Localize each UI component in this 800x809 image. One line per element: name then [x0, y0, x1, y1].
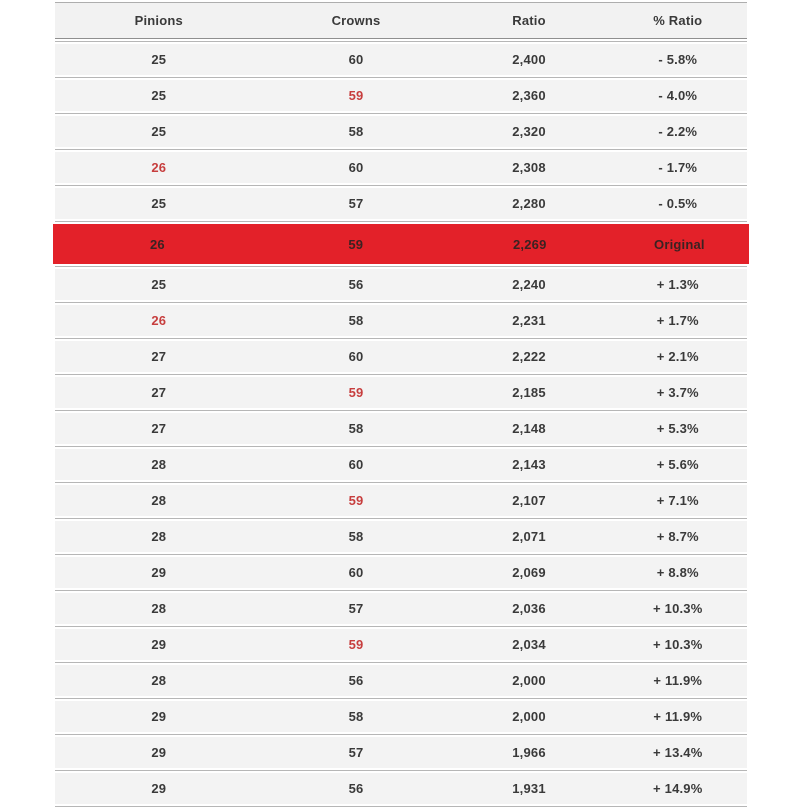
cell-ratio: 2,036	[512, 601, 546, 616]
table-row	[55, 773, 747, 804]
cell-pct-ratio: + 5.6%	[656, 457, 699, 472]
cell-crowns: 60	[348, 565, 364, 580]
cell-ratio: 1,931	[512, 781, 546, 796]
table-row	[55, 485, 747, 516]
cell-crowns: 58	[348, 709, 364, 724]
cell-crowns: 56	[348, 781, 364, 796]
cell-ratio: 2,000	[512, 673, 546, 688]
cell-pinions: 29	[151, 637, 167, 652]
table-row	[55, 521, 747, 552]
cell-crowns: 58	[348, 529, 364, 544]
row-separator	[55, 336, 747, 341]
table-row	[55, 701, 747, 732]
row-separator	[55, 804, 747, 809]
table-row	[55, 305, 747, 336]
table-row	[55, 116, 747, 147]
cell-pinions: 25	[151, 196, 167, 211]
table-row	[55, 737, 747, 768]
cell-crowns: 59	[348, 385, 364, 400]
table-row	[55, 188, 747, 219]
cell-pct-ratio: + 1.7%	[656, 313, 699, 328]
table-row	[55, 665, 747, 696]
row-separator	[55, 219, 747, 224]
cell-ratio: 2,400	[512, 52, 546, 67]
cell-ratio: 2,360	[512, 88, 546, 103]
row-separator	[55, 768, 747, 773]
cell-pinions: 29	[151, 709, 167, 724]
cell-pct-ratio: + 3.7%	[656, 385, 699, 400]
cell-crowns: 60	[348, 349, 364, 364]
cell-pinions: 26	[149, 236, 165, 252]
row-separator	[55, 588, 747, 593]
cell-pct-ratio: + 10.3%	[653, 637, 703, 652]
cell-crowns: 57	[348, 601, 364, 616]
table-header	[55, 2, 747, 39]
column-header-ratio: Ratio	[512, 13, 546, 28]
cell-pinions: 26	[151, 160, 167, 175]
cell-pinions: 27	[151, 385, 167, 400]
cell-crowns: 59	[348, 88, 364, 103]
cell-pct-ratio: + 5.3%	[656, 421, 699, 436]
cell-pinions: 25	[151, 124, 167, 139]
row-separator	[55, 264, 747, 269]
cell-pct-ratio: - 5.8%	[658, 52, 698, 67]
table-row	[55, 593, 747, 624]
table-row	[55, 152, 747, 183]
cell-pct-ratio: + 11.9%	[653, 709, 703, 724]
cell-ratio: 2,308	[512, 160, 546, 175]
row-separator	[55, 480, 747, 485]
cell-ratio: 2,240	[512, 277, 546, 292]
row-separator	[55, 516, 747, 521]
cell-pinions: 29	[151, 745, 167, 760]
cell-ratio: 2,071	[512, 529, 546, 544]
cell-pct-ratio: + 8.8%	[656, 565, 699, 580]
column-header-pinions: Pinions	[134, 13, 183, 28]
cell-pinions: 27	[151, 421, 167, 436]
cell-pinions: 29	[151, 565, 167, 580]
cell-pct-ratio: + 1.3%	[656, 277, 699, 292]
cell-pct-ratio: - 1.7%	[658, 160, 698, 175]
cell-crowns: 60	[348, 52, 364, 67]
cell-pinions: 25	[151, 52, 167, 67]
cell-pct-ratio: + 11.9%	[653, 673, 703, 688]
row-separator	[55, 408, 747, 413]
cell-pct-ratio: + 7.1%	[656, 493, 699, 508]
cell-ratio: 2,143	[512, 457, 546, 472]
cell-ratio: 2,034	[512, 637, 546, 652]
cell-pinions: 28	[151, 601, 167, 616]
cell-crowns: 59	[348, 637, 364, 652]
gear-ratio-table	[55, 2, 747, 809]
row-separator	[55, 444, 747, 449]
cell-ratio: 2,320	[512, 124, 546, 139]
row-separator	[55, 732, 747, 737]
cell-crowns: 58	[348, 124, 364, 139]
row-separator	[55, 183, 747, 188]
table-row	[55, 341, 747, 372]
row-separator	[55, 300, 747, 305]
cell-pct-ratio: + 8.7%	[656, 529, 699, 544]
row-separator	[55, 552, 747, 557]
cell-pinions: 27	[151, 349, 167, 364]
cell-crowns: 58	[348, 421, 364, 436]
cell-pinions: 28	[151, 673, 167, 688]
row-separator	[55, 111, 747, 116]
cell-pct-ratio: Original	[654, 236, 705, 252]
row-separator	[55, 372, 747, 377]
cell-crowns: 59	[348, 236, 364, 252]
cell-crowns: 57	[348, 745, 364, 760]
cell-crowns: 56	[348, 277, 364, 292]
row-separator	[55, 147, 747, 152]
cell-ratio: 2,107	[512, 493, 546, 508]
table-body	[55, 39, 747, 809]
cell-crowns: 57	[348, 196, 364, 211]
column-header-pct-ratio: % Ratio	[653, 13, 703, 28]
table-row-highlighted-original	[53, 224, 749, 264]
cell-ratio: 2,269	[512, 236, 547, 252]
cell-ratio: 2,148	[512, 421, 546, 436]
table-row	[55, 557, 747, 588]
cell-pinions: 28	[151, 493, 167, 508]
cell-pinions: 28	[151, 529, 167, 544]
column-header-crowns: Crowns	[331, 13, 381, 28]
cell-ratio: 2,000	[512, 709, 546, 724]
cell-ratio: 2,069	[512, 565, 546, 580]
cell-pct-ratio: - 2.2%	[658, 124, 698, 139]
row-separator	[55, 660, 747, 665]
cell-ratio: 2,231	[512, 313, 546, 328]
cell-pct-ratio: + 14.9%	[653, 781, 703, 796]
table-row	[55, 449, 747, 480]
row-separator	[55, 75, 747, 80]
row-separator	[55, 624, 747, 629]
table-row	[55, 44, 747, 75]
cell-pct-ratio: + 13.4%	[653, 745, 703, 760]
row-separator	[55, 696, 747, 701]
cell-pct-ratio: + 10.3%	[653, 601, 703, 616]
cell-ratio: 2,280	[512, 196, 546, 211]
cell-pinions: 28	[151, 457, 167, 472]
table-row	[55, 269, 747, 300]
cell-crowns: 60	[348, 457, 364, 472]
cell-pinions: 25	[151, 88, 167, 103]
table-row	[55, 629, 747, 660]
cell-ratio: 2,222	[512, 349, 546, 364]
cell-crowns: 56	[348, 673, 364, 688]
table-row	[55, 80, 747, 111]
cell-crowns: 58	[348, 313, 364, 328]
cell-pct-ratio: - 0.5%	[658, 196, 698, 211]
row-separator	[55, 39, 747, 44]
cell-crowns: 59	[348, 493, 364, 508]
cell-pct-ratio: - 4.0%	[658, 88, 698, 103]
cell-ratio: 1,966	[512, 745, 546, 760]
cell-ratio: 2,185	[512, 385, 546, 400]
cell-pinions: 26	[151, 313, 167, 328]
cell-pinions: 25	[151, 277, 167, 292]
cell-pinions: 29	[151, 781, 167, 796]
cell-crowns: 60	[348, 160, 364, 175]
table-row	[55, 413, 747, 444]
table-row	[55, 377, 747, 408]
cell-pct-ratio: + 2.1%	[656, 349, 699, 364]
